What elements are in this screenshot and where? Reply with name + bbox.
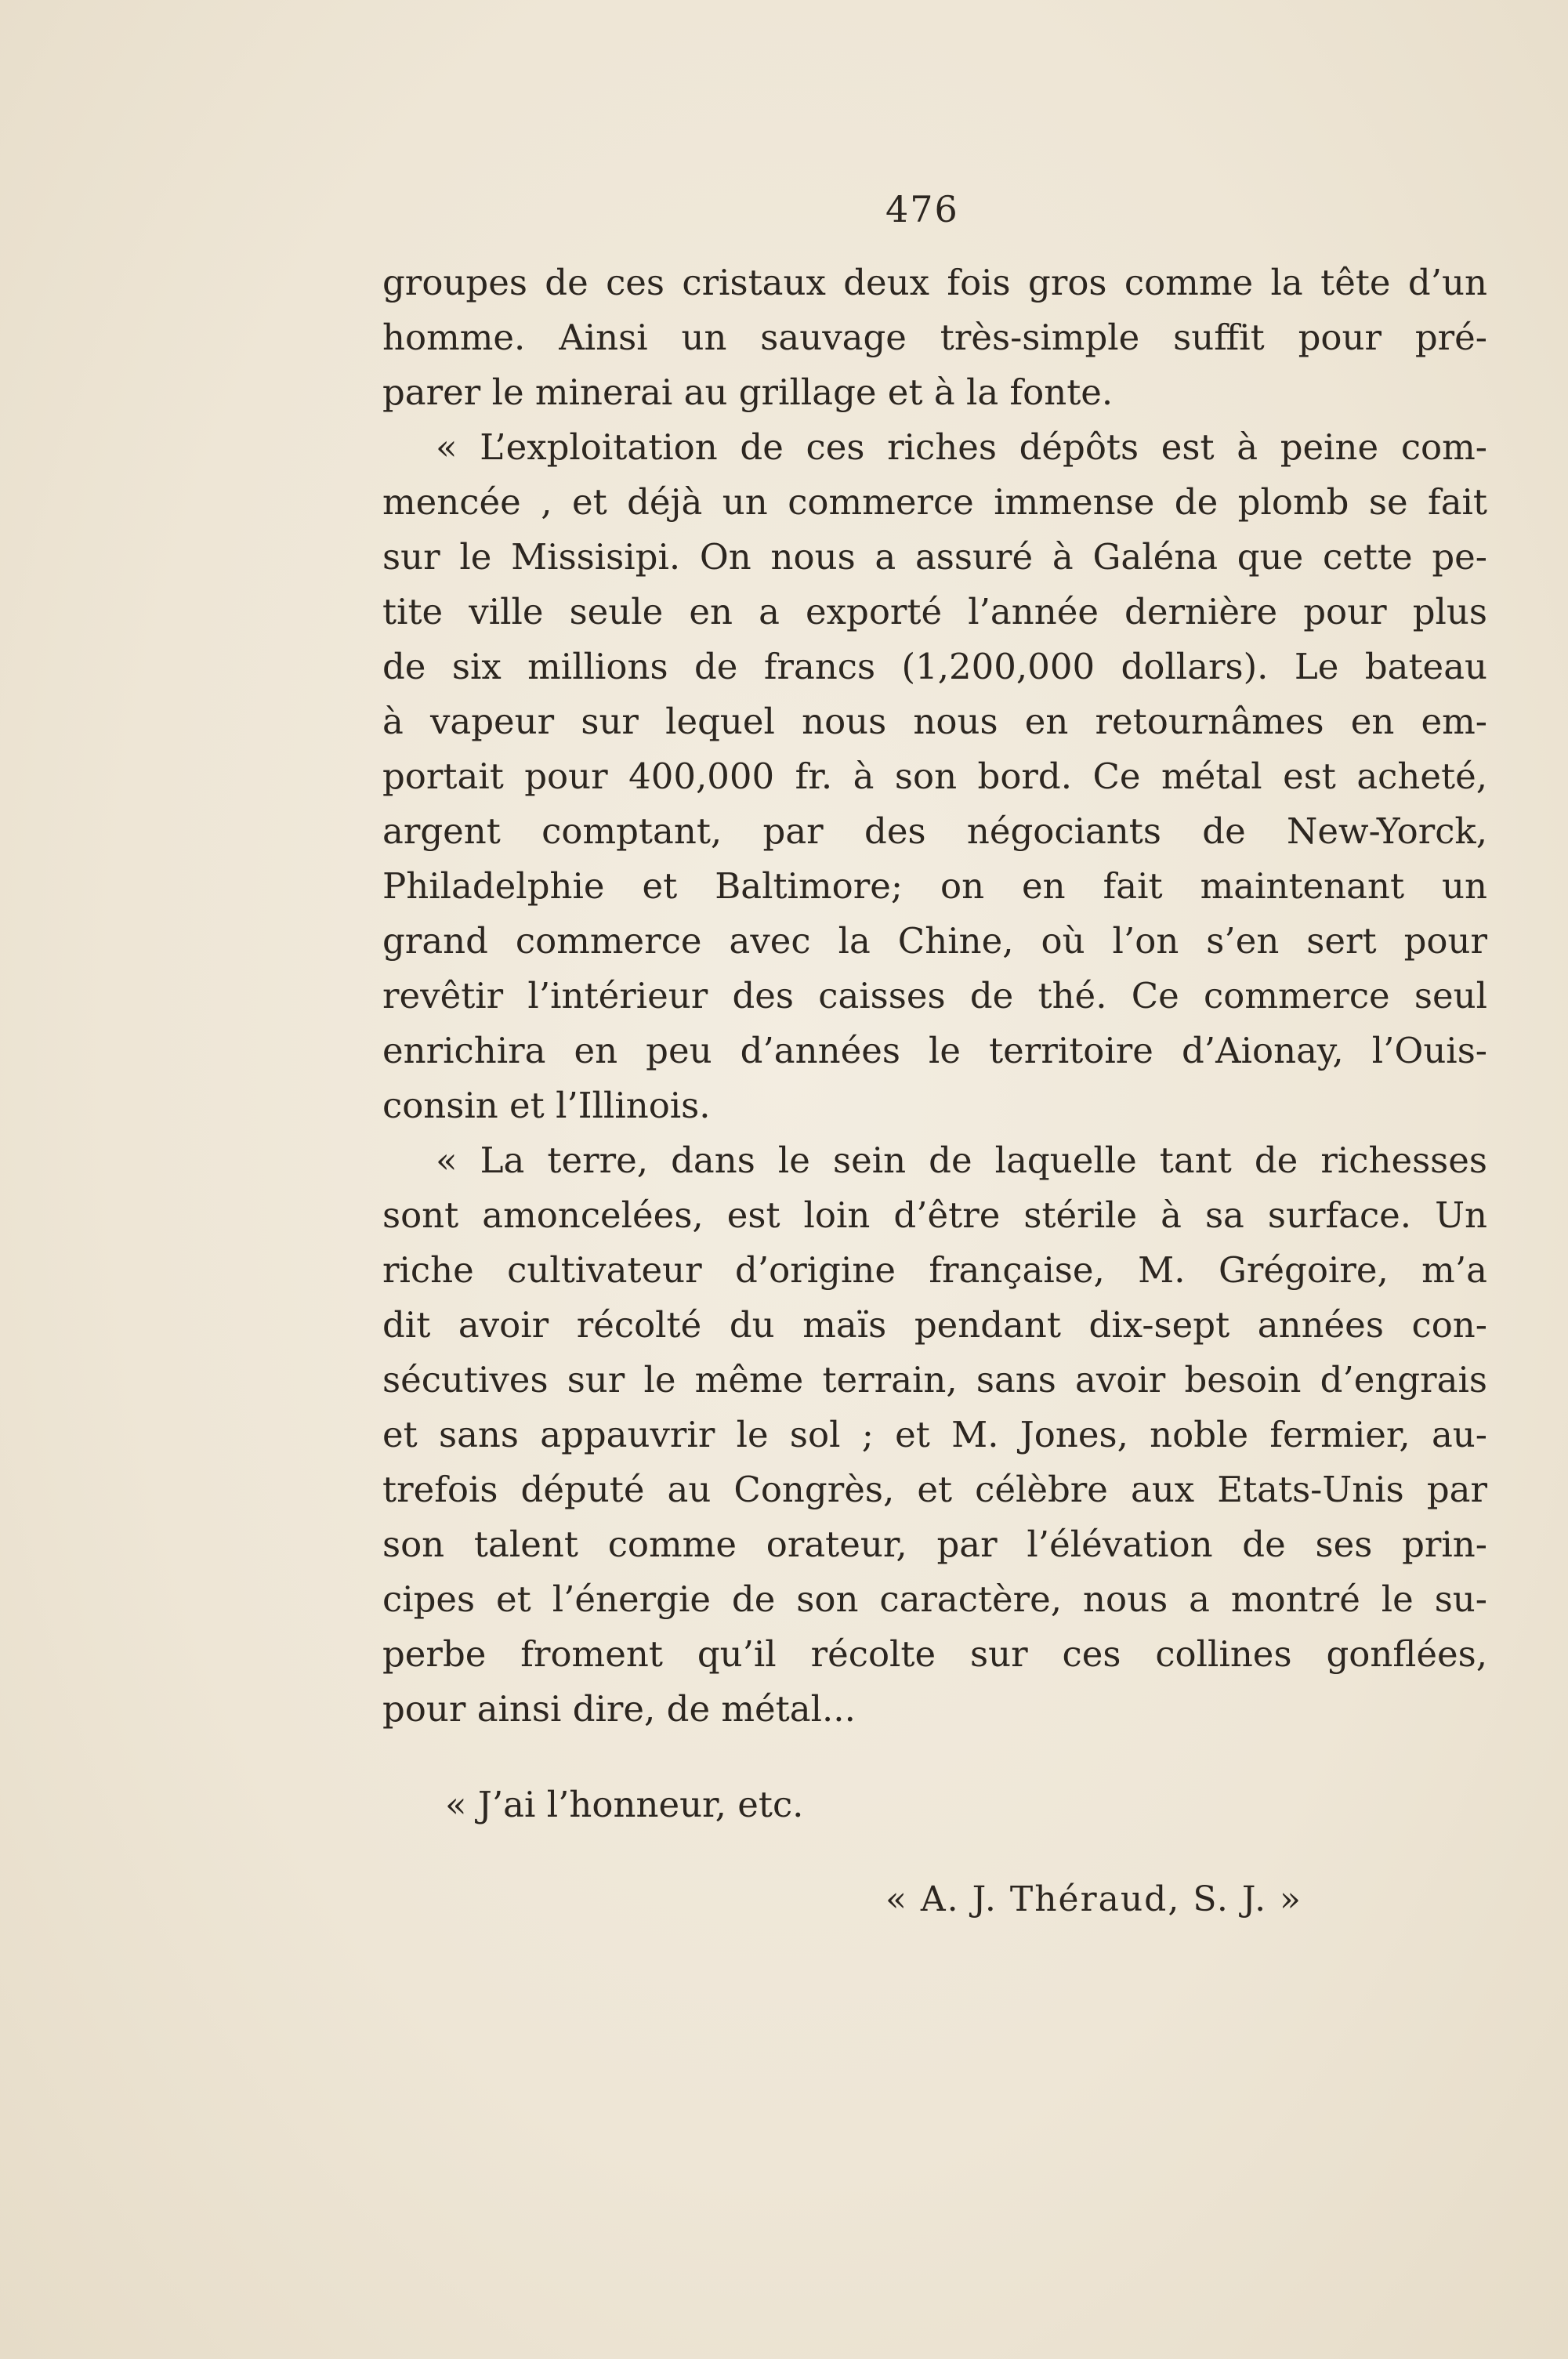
text-line: sur le Missisipi. On nous a assuré à Galéna que cette pe- bbox=[382, 536, 1487, 578]
text-line: « L’exploitation de ces riches dépôts est à peine com- bbox=[436, 426, 1487, 468]
text-line: sécutives sur le même terrain, sans avoir besoin d’engrais bbox=[382, 1359, 1487, 1401]
text-line: à vapeur sur lequel nous nous en retournâmes en em- bbox=[382, 701, 1487, 742]
signature: « A. J. Théraud, S. J. » bbox=[885, 1879, 1302, 1919]
text-line: cipes et l’énergie de son caractère, nous a montré le su- bbox=[382, 1578, 1487, 1620]
text-line: riche cultivateur d’origine française, M. Grégoire, m’a bbox=[382, 1249, 1487, 1291]
text-line: parer le minerai au grillage et à la fonte. bbox=[382, 371, 1114, 413]
text-line: trefois député au Congrès, et célèbre aux Etats-Unis par bbox=[382, 1469, 1487, 1510]
text-line: perbe froment qu’il récolte sur ces collines gonflées, bbox=[382, 1633, 1487, 1675]
text-line: de six millions de francs (1,200,000 dollars). Le bateau bbox=[382, 646, 1487, 687]
text-line: groupes de ces cristaux deux fois gros comme la tête d’un bbox=[382, 262, 1487, 303]
text-line: homme. Ainsi un sauvage très-simple suffit pour pré- bbox=[382, 317, 1487, 358]
text-line: enrichira en peu d’années le territoire d’Aionay, l’Ouis- bbox=[382, 1030, 1487, 1071]
text-line: grand commerce avec la Chine, où l’on s’en sert pour bbox=[382, 920, 1487, 962]
text-line: dit avoir récolté du maïs pendant dix-sept années con- bbox=[382, 1304, 1487, 1346]
text-line: tite ville seule en a exporté l’année dernière pour plus bbox=[382, 591, 1487, 632]
text-line: « La terre, dans le sein de laquelle tant de richesses bbox=[436, 1140, 1487, 1181]
text-line: Philadelphie et Baltimore; on en fait maintenant un bbox=[382, 865, 1487, 907]
text-line: et sans appauvrir le sol ; et M. Jones, noble fermier, au- bbox=[382, 1414, 1487, 1455]
text-line: argent comptant, par des négociants de New-Yorck, bbox=[382, 810, 1487, 852]
text-line: consin et l’Illinois. bbox=[382, 1085, 711, 1126]
text-line: portait pour 400,000 fr. à son bord. Ce métal est acheté, bbox=[382, 756, 1487, 797]
text-line: son talent comme orateur, par l’élévation de ses prin- bbox=[382, 1524, 1487, 1565]
text-line: pour ainsi dire, de métal... bbox=[382, 1688, 856, 1730]
text-line: sont amoncelées, est loin d’être stérile à sa surface. Un bbox=[382, 1194, 1487, 1236]
text-line: revêtir l’intérieur des caisses de thé. Ce commerce seul bbox=[382, 975, 1487, 1016]
text-line: « J’ai l’honneur, etc. bbox=[445, 1784, 804, 1825]
text-line: mencée , et déjà un commerce immense de plomb se fait bbox=[382, 481, 1487, 523]
page-number: 476 bbox=[885, 188, 959, 230]
